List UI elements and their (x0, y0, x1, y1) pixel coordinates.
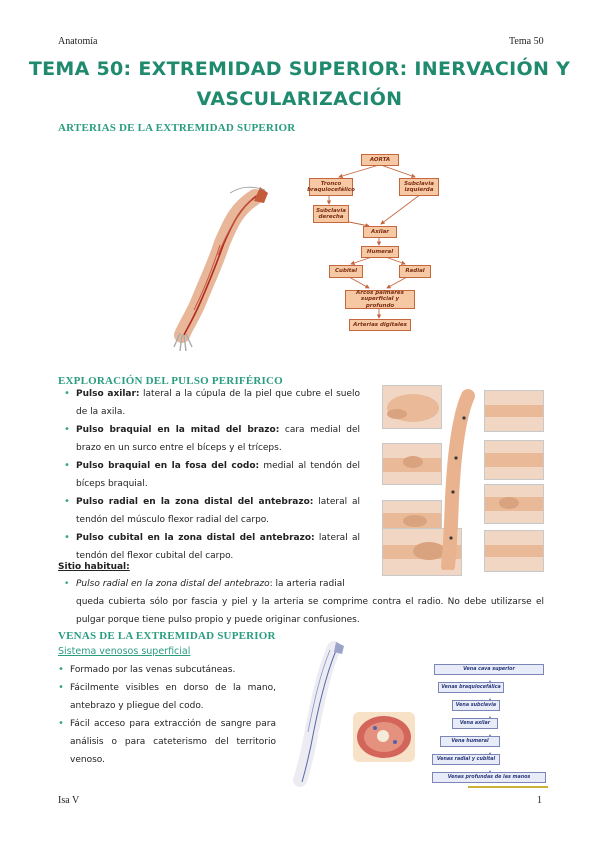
list-item: • Fácilmente visibles en dorso de la mano, antebrazo y pliegue del codo. (58, 679, 276, 715)
sitio-italic: Pulso radial en la zona distal del antebrazo (76, 579, 270, 589)
venas-subheading: Sistema venosos superficial (58, 646, 191, 657)
pulse-photo-radial (484, 484, 544, 524)
flow-subclavia-der: Subclavia derecha (313, 205, 349, 223)
flow-tronco: Tronco braquiocefálico (309, 178, 353, 196)
header-topic: Tema 50 (509, 36, 544, 47)
list-item (64, 529, 360, 565)
decorative-rule (468, 786, 548, 788)
venas-list (58, 661, 276, 769)
flow-arcos: Arcos palmares superficial y profundo (345, 290, 415, 309)
vein-box-5: Vena humeral (440, 736, 500, 747)
arm-pulse-points-illustration (440, 388, 486, 570)
pulso-text: lateral a la cúpula de la piel que cubre el suelo de la axila. (76, 389, 361, 417)
arteries-flowchart (307, 150, 445, 335)
vein-box-4: Vena axilar (452, 718, 498, 729)
pulso-label: Pulso braquial en la mitad del brazo: (76, 425, 280, 435)
list-item (64, 385, 360, 421)
pulso-text: lateral al tendón del músculo flexor radial del carpo. (76, 497, 360, 525)
pulso-list (64, 385, 360, 565)
vein-box-3: Vena subclavia (452, 700, 500, 711)
pulse-photo-axillary (382, 385, 442, 429)
arm-cross-section-illustration (353, 712, 415, 762)
vein-box-7: Venas profundas de las manos (432, 772, 546, 783)
page-title-line2: VASCULARIZACIÓN (196, 88, 403, 110)
list-item: • Formado por las venas subcutáneas. (58, 661, 276, 679)
pulse-photo-radial-top (484, 390, 544, 432)
list-item (64, 421, 360, 457)
flow-aorta: AORTA (361, 154, 399, 166)
footer-author: Isa V (58, 795, 80, 806)
page-title-line1: TEMA 50: EXTREMIDAD SUPERIOR: INERVACIÓN Y (28, 58, 571, 80)
bullet-icon: • (64, 579, 70, 589)
header-subject: Anatomía (58, 36, 98, 47)
pulse-photo-brachial-mid (382, 443, 442, 485)
flow-axilar: Axilar (363, 226, 397, 238)
list-item: • Fácil acceso para extracción de sangre para análisis o para cateterismo del territorio venoso. (58, 715, 276, 769)
arm-arteries-illustration (160, 185, 280, 355)
vein-box-2: Venas braquiocefálica (438, 682, 504, 693)
flow-humeral: Humeral (361, 246, 399, 258)
sitio-line2: queda cubierta sólo por fascia y piel y la arteria se comprime contra el radio. No debe utilizarse el pulgar porque tiene pulso propio y puede originar confusiones. (76, 597, 544, 625)
arm-veins-illustration (286, 640, 350, 790)
flow-subclavia-izq: Subclavia izquierda (399, 178, 439, 196)
pulso-text: cara medial del brazo en un surco entre el bíceps y el tríceps. (76, 425, 360, 453)
vein-box-6: Venas radial y cubital (432, 754, 500, 765)
pulso-label: Pulso braquial en la fosa del codo: (76, 461, 260, 471)
list-item (64, 493, 360, 529)
list-item (64, 457, 360, 493)
section-heading-venas: VENAS DE LA EXTREMIDAD SUPERIOR (58, 630, 276, 642)
vein-box-1: Vena cava superior (434, 664, 544, 675)
page-number: 1 (537, 795, 542, 806)
sitio-line1 (64, 575, 372, 593)
pulse-photo-wrist (484, 530, 544, 572)
section-heading-arterias: ARTERIAS DE LA EXTREMIDAD SUPERIOR (58, 122, 296, 134)
flow-cubital: Cubital (329, 265, 363, 278)
pulso-text: medial al tendón del bíceps braquial. (76, 461, 360, 489)
pulso-text: lateral al tendón del flexor cubital del carpo. (76, 533, 360, 561)
flow-radial: Radial (399, 265, 431, 278)
sitio-text1: : la arteria radial (269, 579, 345, 589)
sitio-heading: Sitio habitual: (58, 562, 130, 572)
flow-digitales: Arterias digitales (349, 319, 411, 331)
pulso-label: Pulso cubital en la zona distal del antebrazo: (76, 533, 315, 543)
section-heading-pulso: EXPLORACIÓN DEL PULSO PERIFÉRICO (58, 375, 283, 387)
pulso-label: Pulso axilar: (76, 389, 140, 399)
veins-flowchart (430, 662, 548, 784)
pulse-photo-mid-right (484, 440, 544, 480)
pulso-label: Pulso radial en la zona distal del antebrazo: (76, 497, 314, 507)
